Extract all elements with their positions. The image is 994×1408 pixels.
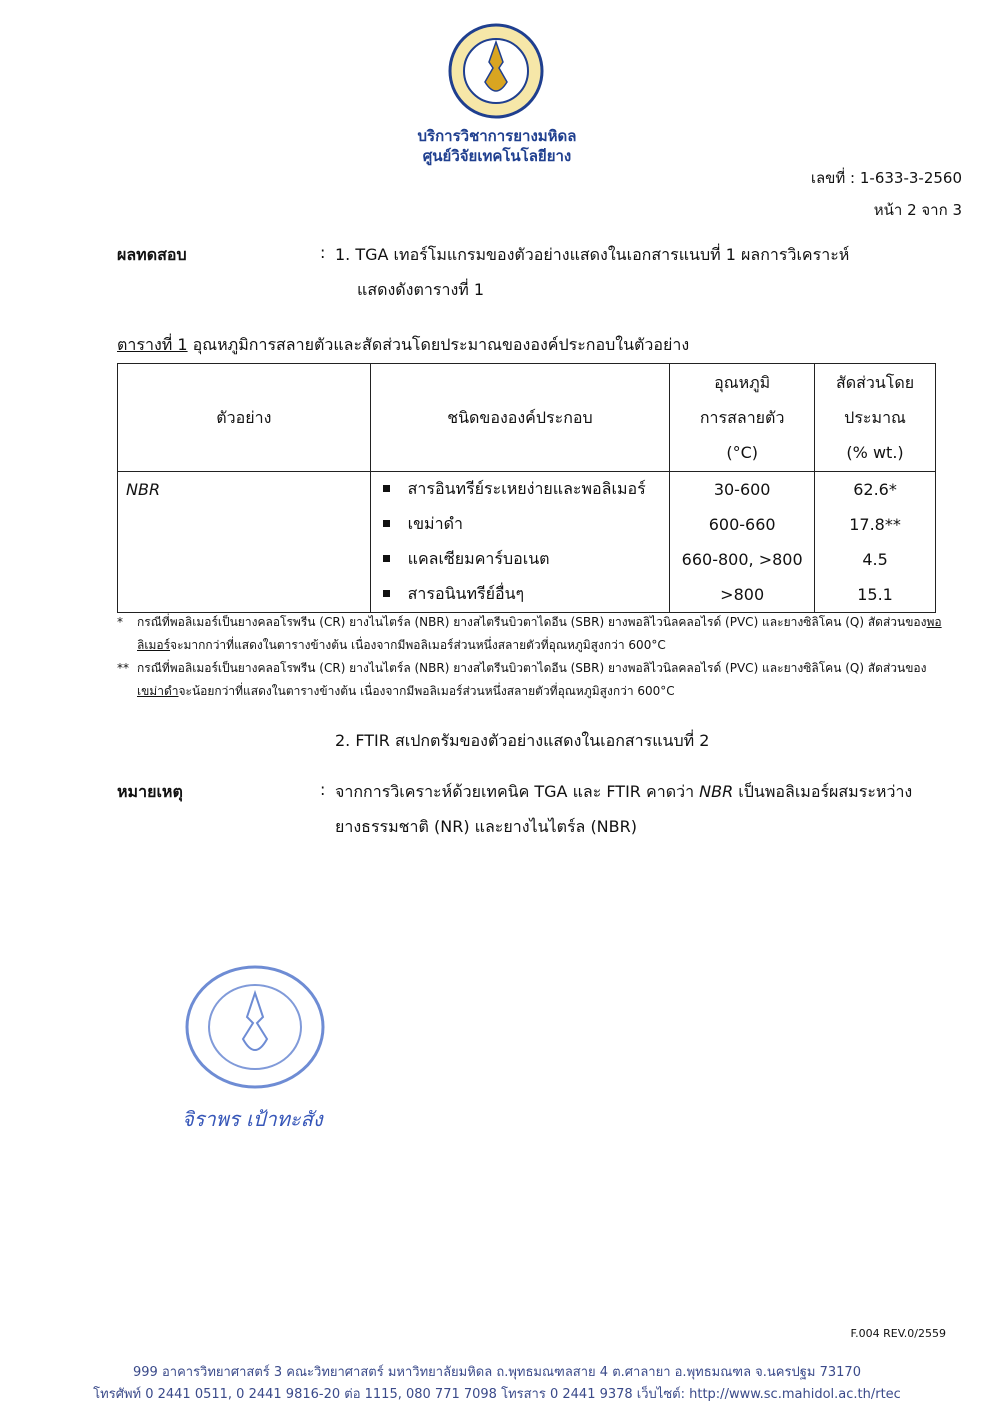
remark-line-1: จากการวิเคราะห์ด้วยเทคนิค TGA และ FTIR คาดว่า NBR เป็นพอลิเมอร์ผสมระหว่าง bbox=[335, 782, 913, 801]
remark-line-2: ยางธรรมชาติ (NR) และยางไนไตร์ล (NBR) bbox=[335, 817, 637, 836]
percent: 4.5 bbox=[815, 542, 936, 577]
results-table bbox=[117, 363, 936, 613]
table-row bbox=[118, 577, 936, 613]
percent: 62.6* bbox=[815, 472, 936, 508]
table-row bbox=[118, 542, 936, 577]
org-line-1: บริการวิชาการยางมหิดล bbox=[417, 127, 577, 145]
footnote-1: * กรณีที่พอลิเมอร์เป็นยางคลอโรพรีน (CR) ยางไนไตร์ล (NBR) ยางสไตรีนบิวตาไดอีน (SBR) ยางพอลิไวนิลคลอไรด์ (PVC) และยางซิลิโคน (Q) สัดส่วนของพอ ลิเมอร์จะมากกว่าที่แสดงในตารางข้างต้น เนื่องจากมีพอลิเมอร์ส่วนหนึ่งสลายตัวที่อุณหภูมิสูงกว่า 600°C bbox=[117, 615, 942, 652]
table-row bbox=[118, 507, 936, 542]
table-header-row bbox=[118, 364, 936, 472]
signature: จิราพร เป้าทะสัง bbox=[182, 1107, 323, 1131]
header-proportion: สัดส่วนโดย ประมาณ (% wt.) bbox=[815, 364, 936, 472]
component: สารอนินทรีย์อื่นๆ bbox=[407, 584, 525, 603]
table-caption bbox=[117, 333, 689, 358]
sample-name: NBR bbox=[118, 472, 371, 508]
table-row bbox=[118, 472, 936, 508]
header-component: ชนิดขององค์ประกอบ bbox=[370, 364, 670, 472]
results-label: ผลทดสอบ bbox=[117, 245, 187, 264]
remark-label: หมายเหตุ bbox=[117, 782, 183, 801]
university-logo bbox=[447, 22, 545, 124]
temp-range: >800 bbox=[670, 577, 815, 613]
temp-range: 600-660 bbox=[670, 507, 815, 542]
result-item-1: 1. TGA เทอร์โมแกรมของตัวอย่างแสดงในเอกสารแนบที่ 1 ผลการวิเคราะห์ bbox=[335, 245, 850, 264]
percent: 15.1 bbox=[815, 577, 936, 613]
footer-address: 999 อาคารวิทยาศาสตร์ 3 คณะวิทยาศาสตร์ มหาวิทยาลัยมหิดล ถ.พุทธมณฑลสาย 4 ต.ศาลายา อ.พุทธมณฑล จ.นครปฐม 73170 bbox=[133, 1365, 861, 1380]
document-number: เลขที่ : 1-633-3-2560 bbox=[810, 169, 962, 187]
form-code: F.004 REV.0/2559 bbox=[850, 1327, 946, 1340]
remark-colon: : bbox=[320, 780, 326, 799]
org-line-2: ศูนย์วิจัยเทคโนโลยียาง bbox=[422, 147, 572, 165]
caption-text: อุณหภูมิการสลายตัวและสัดส่วนโดยประมาณขององค์ประกอบในตัวอย่าง bbox=[192, 335, 690, 354]
footnote-2: ** กรณีที่พอลิเมอร์เป็นยางคลอโรพรีน (CR) ยางไนไตร์ล (NBR) ยางสไตรีนบิวตาไดอีน (SBR) ยางพอลิไวนิลคลอไรด์ (PVC) และยางซิลิโคน (Q) สัดส่วนของ เขม่าดำจะน้อยกว่าที่แสดงในตารางข้างต้น เนื่องจากมีพอลิเมอร์ส่วนหนึ่งสลายตัวที่อุณหภูมิสูงกว่า 600°C bbox=[117, 661, 927, 698]
page-number: หน้า 2 จาก 3 bbox=[873, 201, 962, 219]
result-item-1-cont: แสดงดังตารางที่ 1 bbox=[357, 280, 485, 299]
caption-label: ตารางที่ 1 bbox=[117, 335, 188, 354]
temp-range: 30-600 bbox=[670, 472, 815, 508]
doc-info bbox=[811, 162, 962, 226]
header-sample: ตัวอย่าง bbox=[118, 364, 371, 472]
org-name bbox=[0, 126, 994, 166]
component: เขม่าดำ bbox=[407, 514, 463, 533]
component: สารอินทรีย์ระเหยง่ายและพอลิเมอร์ bbox=[407, 479, 646, 498]
results-colon: : bbox=[320, 243, 326, 262]
component: แคลเซียมคาร์บอเนต bbox=[407, 549, 550, 568]
temp-range: 660-800, >800 bbox=[670, 542, 815, 577]
result-item-2: 2. FTIR สเปกตรัมของตัวอย่างแสดงในเอกสารแนบที่ 2 bbox=[335, 731, 710, 750]
percent: 17.8** bbox=[815, 507, 936, 542]
footer-contact: โทรศัพท์ 0 2441 0511, 0 2441 9816-20 ต่อ 1115, 080 771 7098 โทรสาร 0 2441 9378 เว็บไซต์: http://www.sc.mahidol.ac.th/rtec bbox=[93, 1387, 901, 1402]
official-stamp bbox=[183, 965, 328, 1099]
header-temp: อุณหภูมิ การสลายตัว (°C) bbox=[670, 364, 815, 472]
